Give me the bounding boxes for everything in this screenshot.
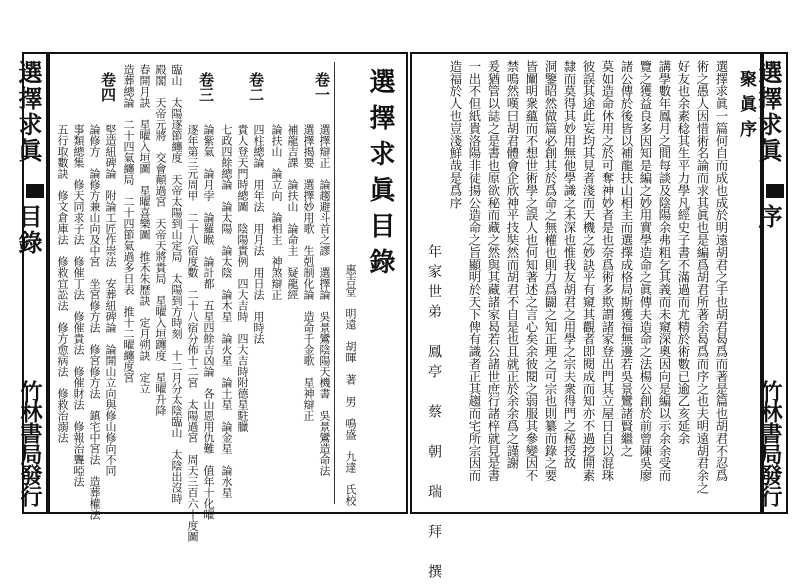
toc-line: 補龍吉課 論扶山 論命主 疑龍經 <box>286 124 299 300</box>
preface-page <box>410 52 762 584</box>
spine-fishtail <box>766 184 784 198</box>
preface-signature: 年家世弟 鳳亭 蔡 朝 瑞 拜 撰 <box>426 244 442 584</box>
preface-line: 洞鑒昭然做篇必創其於爲命之無權也則力爲闢之知正理之可宗也則纂而錄之要 <box>543 60 558 482</box>
left-spine-section: 目錄 <box>14 204 43 256</box>
toc-line: 逐年第三元周甲 二十八宿度數 二十八宿分佈十二宮 太陽過宮 周天三百六十度圖 <box>186 124 199 542</box>
right-spine-section: 序 <box>754 204 783 230</box>
preface-line: 覽之獲益良多因知是編之妙用實學造命之眞傳夫造命之法楊公創於前曾陳吳廖 <box>638 60 653 482</box>
volume-label: 卷二 <box>247 72 265 102</box>
right-spine-publisher: 竹林書局發行 <box>757 380 783 506</box>
preface-line: 術之愚人因惜術名論而求其眞也是編爲胡君所著余曷爲而序之也夫明遠胡君余之 <box>695 60 710 494</box>
contents-heading: 選擇求眞目錄 <box>365 68 395 284</box>
toc-line: 論修方 論修方兼山向及中宮 坐宮修方法 修宮修方法 鎮宅中宮法 造葬權法 <box>88 124 101 520</box>
preface-line: 禁鳴然嘆曰胡君體會企欣神平技奘然而胡君不自是也且就正於余余爲之謹謝 <box>505 60 520 470</box>
preface-line: 諸公傳於後皆以補龍扶山相主而選擇成格局斯獲福無邊若吳景鸞諸賢繼之 <box>619 60 634 457</box>
preface-line: 彼誤其途此妄均其見者淺而天機之妙訣平有窺其觀者即閱成而知亦不過挖開素 <box>581 60 596 482</box>
toc-line: 五行取數訣 修文倉庫法 修救宜訟法 修方愈病法 修救治溺法 <box>56 124 69 443</box>
toc-line: 臨山 太陽逐節纏度 天帝太陽到山定局 太陽到方時刻 十二月分太陰臨山 太陰出沒時 <box>170 64 183 504</box>
right-spine <box>754 52 788 514</box>
toc-line: 選擇揭要 選擇妙用歌 生剋制化論 造命千金歌 星神辯正 <box>302 124 315 421</box>
left-spine <box>14 52 48 514</box>
preface-line: 講學數年鳳月之間每談及陰陽余弗粗乞其義而未窺深奧因向是編以示余余受而 <box>657 60 672 482</box>
toc-line: 四柱總論 用年法 用月法 用日法 用時法 <box>252 124 265 344</box>
preface-line: 一出不但紙貴洛陽非徒揚公造命之旨顯明於天下俾有識者正其趨而宅所宗因而 <box>467 60 482 482</box>
toc-line: 論紫氣 論月孛 論羅睺 論計都 五星四餘吉凶論 各山恩用仇難 值年十化曜 <box>202 124 215 520</box>
volume-label: 卷四 <box>99 72 117 102</box>
contents-page <box>48 52 408 542</box>
left-spine-publisher: 竹林書局發行 <box>17 380 43 506</box>
toc-line: 七政四餘總論 論太陽 論太陰 論木星 論火星 論土星 論金星 論水星 <box>220 124 233 498</box>
toc-line: 春開月訣 星曜入垣圖 星曜喜樂圖 推禾朱歷訣 定月朔訣 定立 <box>138 64 151 394</box>
toc-line: 堅造紐碑論 附論工匠作崇法 安葬紐碑論 論開山立向與修山修向不同 <box>104 124 117 476</box>
toc-line: 造葬總論 二十四氣纏局 二十四節氣過多日表 推十二曜纏度宮 <box>122 64 135 383</box>
preface-line: 造福於人也豈淺鮮哉是爲序 <box>448 60 463 209</box>
spine-fishtail <box>26 184 44 198</box>
preface-line: 好友也余素稔其生平力學凡經史子書不滿過而尤精於術數已逾乙亥延余 <box>676 60 691 445</box>
preface-line: 隸而莫得其妙用無他學識之未深也惟我友胡君之用學之宗夫衆得門之秘授故 <box>562 60 577 470</box>
preface-line: 皆闡明衆蘊而不想世術學之誤人也何知著述之言心矣余彼閱之弱服其參變因不 <box>524 60 539 482</box>
toc-line: 事類總集 修天同求子法 修催丁法 修催貴法 修催財法 修報治聾啞法 <box>72 124 85 487</box>
left-spine-title: 選擇求眞 <box>14 60 43 164</box>
volume-label: 卷三 <box>197 72 215 102</box>
volume-label: 卷一 <box>313 72 331 102</box>
divider <box>334 62 335 504</box>
preface-line: 莫如造命休用之於可奪神妙者是也奈爲術多欺謂諸家登出門其立屋日自以混珠 <box>600 60 615 482</box>
toc-line: 殿閣 天帝元將 交會顛過宮 天帝天將貴局 星曜入垣躔度 星曜升降 <box>154 64 167 416</box>
toc-line: 論扶山 論立向 論相主 神煞辯正 <box>270 124 283 300</box>
toc-line: 選擇辯正 論趨避斗首之謬 選擇論 吳景鸞陰陽天機書 吳景鸞造命法 <box>318 124 331 476</box>
toc-line: 貴人登天門時總圖 陰陽貴例 四大吉時 四大吉時附德星駐臘 <box>236 124 249 432</box>
preface-heading: 聚眞序 <box>736 70 756 145</box>
preface-line: 爰猶管以誌之是書也原欲秘而藏之然與其藏諸家曷若公諸世庶行諸梓就見是書 <box>486 60 501 482</box>
author-line: 惠吉堂 明遠 胡暉 著 男 鳴盛 九達 氏校 <box>344 264 357 506</box>
preface-line: 選擇求眞一篇何自而成也成於明遠胡君之手也胡君曷爲而著是篇也胡君不忍爲 <box>714 60 729 482</box>
right-spine-title: 選擇求眞 <box>754 60 783 164</box>
